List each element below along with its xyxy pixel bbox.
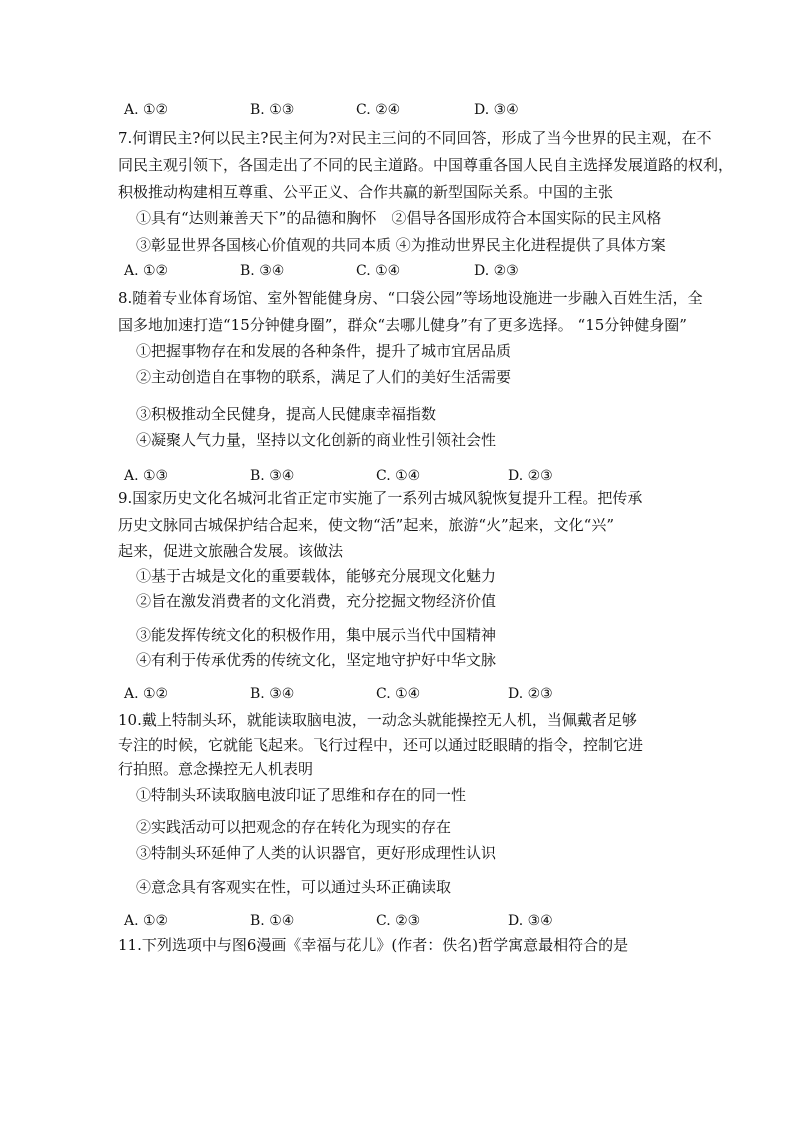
answer-b: B. ③④ [240,263,285,279]
q8-option-4: ④凝聚人气力量，坚持以文化创新的商业性引领社会性 [136,431,497,449]
q7-stem-line-3: 积极推动构建相互尊重、公平正义、合作共赢的新型国际关系。中国的主张 [118,183,614,201]
q7-answer-row [124,261,684,281]
q7-option-line-2: ③彰显世界各国核心价值观的共同本质 ④为推动世界民主化进程提供了具体方案 [136,236,666,254]
q10-stem-line-3: 行拍照。意念操控无人机表明 [118,760,314,778]
answer-a: A. ①② [124,913,169,929]
q10-answer-row [124,911,684,931]
q9-stem-line-3: 起来，促进文旅融合发展。该做法 [118,542,344,560]
q8-stem-line-2: 国多地加速打造“15分钟健身圈”，群众“去哪儿健身”有了更多选择。 “15分钟健身圈” [118,316,687,334]
answer-a: A. ①② [124,263,169,279]
q9-option-4: ④有利于传承优秀的传统文化，坚定地守护好中华文脉 [136,651,497,669]
answer-c: C. ①④ [376,686,421,702]
q10-stem-line-2: 专注的时候，它就能飞起来。飞行过程中，还可以通过眨眼睛的指令，控制它进 [118,736,644,754]
q10-option-2: ②实践活动可以把观念的存在转化为现实的存在 [136,818,452,836]
q7-stem-line-2: 同民主观引领下，各国走出了不同的民主道路。中国尊重各国人民自主选择发展道路的权利， [118,156,734,174]
q7-option-line-1: ①具有“达则兼善天下”的品德和胸怀 ②倡导各国形成符合本国实际的民主风格 [136,209,662,227]
q9-answer-row [124,684,684,704]
answer-a: A. ①② [124,102,169,118]
q8-option-2: ②主动创造自在事物的联系，满足了人们的美好生活需要 [136,368,512,386]
q10-option-1: ①特制头环读取脑电波印证了思维和存在的同一性 [136,786,467,804]
q11-stem-line-1: 11.下列选项中与图6漫画《幸福与花儿》(作者：佚名)哲学寓意最相符合的是 [118,936,629,954]
answer-a: A. ①② [124,686,169,702]
q7-stem-line-1: 7.何谓民主?何以民主?民主何为?对民主三问的不同回答，形成了当今世界的民主观，在不 [118,129,712,147]
q9-option-2: ②旨在激发消费者的文化消费，充分挖掘文物经济价值 [136,592,497,610]
q6-answer-row [124,100,684,120]
answer-d: D. ③④ [508,913,553,929]
answer-c: C. ②③ [376,913,421,929]
q9-stem-line-1: 9.国家历史文化名城河北省正定市实施了一系列古城风貌恢复提升工程。把传承 [118,489,643,507]
answer-d: D. ②③ [474,263,519,279]
answer-c: C. ①④ [376,468,421,484]
answer-b: B. ①④ [250,913,295,929]
q10-stem-line-1: 10.戴上特制头环，就能读取脑电波，一动念头就能操控无人机，当佩戴者足够 [118,711,637,729]
q8-stem-line-1: 8.随着专业体育场馆、室外智能健身房、“口袋公园”等场地设施进一步融入百姓生活，全 [118,289,703,307]
q8-option-1: ①把握事物存在和发展的各种条件，提升了城市宜居品质 [136,342,512,360]
q9-option-1: ①基于古城是文化的重要载体，能够充分展现文化魅力 [136,567,497,585]
answer-d: D. ③④ [474,102,519,118]
q9-option-3: ③能发挥传统文化的积极作用，集中展示当代中国精神 [136,626,497,644]
answer-b: B. ③④ [250,686,295,702]
answer-b: B. ①③ [250,102,295,118]
q8-option-3: ③积极推动全民健身，提高人民健康幸福指数 [136,405,437,423]
q10-option-3: ③特制头环延伸了人类的认识器官，更好形成理性认识 [136,844,497,862]
answer-a: A. ①③ [124,468,169,484]
q9-stem-line-2: 历史文脉同古城保护结合起来，使文物“活”起来，旅游“火”起来，文化“兴” [118,516,615,534]
answer-b: B. ③④ [250,468,295,484]
answer-c: C. ①④ [356,263,401,279]
answer-d: D. ②③ [508,468,553,484]
answer-d: D. ②③ [508,686,553,702]
q10-option-4: ④意念具有客观实在性，可以通过头环正确读取 [136,878,452,896]
q8-answer-row [124,466,684,486]
answer-c: C. ②④ [356,102,401,118]
